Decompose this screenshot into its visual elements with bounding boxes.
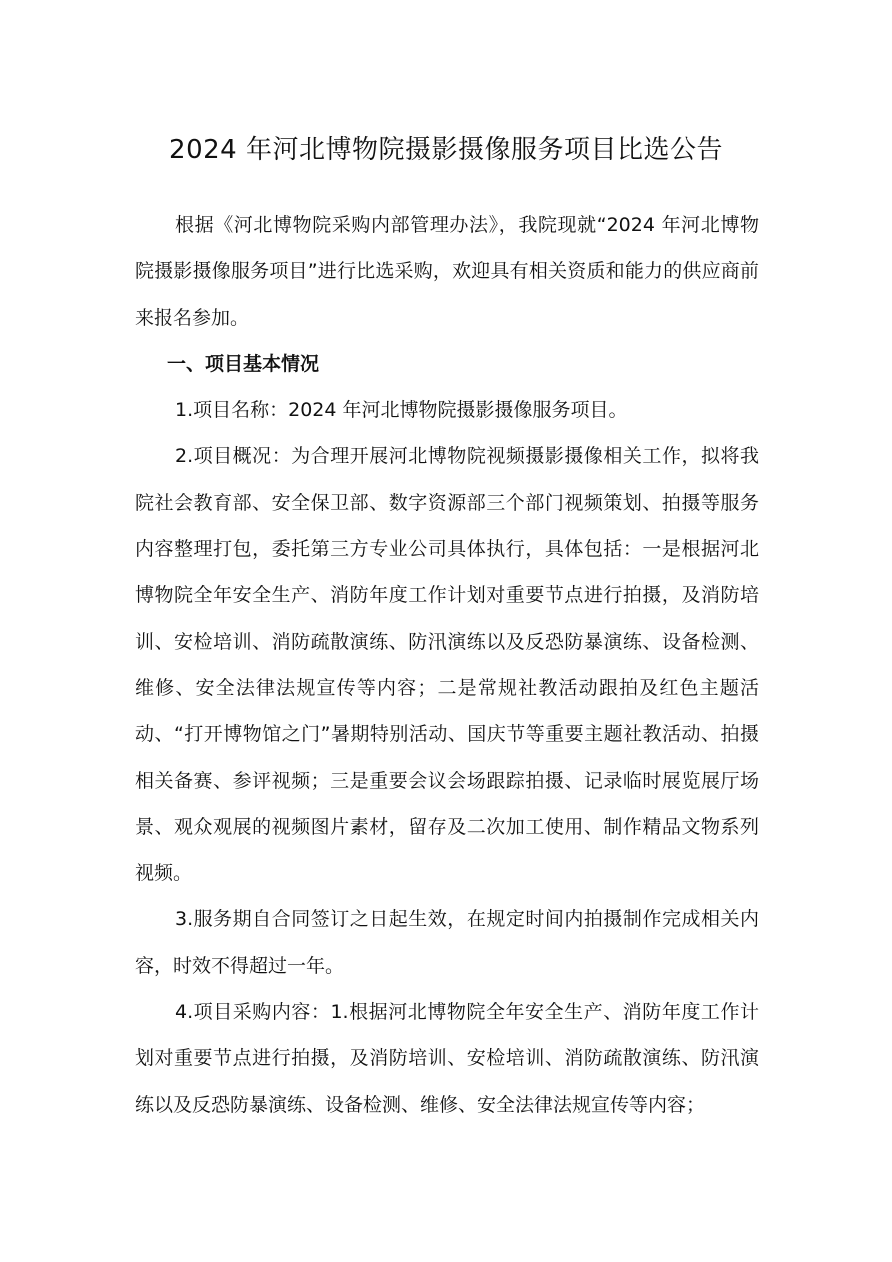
intro-paragraph: 根据《河北博物院采购内部管理办法》，我院现就“2024 年河北博物院摄影摄像服务项目”进行比选采购，欢迎具有相关资质和能力的供应商前来报名参加。	[135, 214, 759, 329]
item-project-overview: 2.项目概况：为合理开展河北博物院视频摄影摄像相关工作，拟将我院社会教育部、安全保卫部、数字资源部三个部门视频策划、拍摄等服务内容整理打包，委托第三方专业公司具体执行，具体包括：一是根据河北博物院全年安全生产、消防年度工作计划对重要节点进行拍摄，及消防培训、安检培训、消防疏散演练、防汛演练以及反恐防暴演练、设备检测、维修、安全法律法规宣传等内容；二是常规社教活动跟拍及红色主题活动、“打开博物馆之门”暑期特别活动、国庆节等重要主题社教活动、拍摄相关备赛、参评视频；三是重要会议会场跟踪拍摄、记录临时展览展厅场景、观众观展的视频图片素材，留存及二次加工使用、制作精品文物系列视频。	[135, 445, 759, 885]
item-service-period: 3.服务期自合同签订之日起生效，在规定时间内拍摄制作完成相关内容，时效不得超过一年。	[135, 908, 759, 977]
section-heading-basic-info: 一、项目基本情况	[167, 352, 320, 375]
document-title: 2024 年河北博物院摄影摄像服务项目比选公告	[169, 135, 723, 166]
item-procurement-content: 4.项目采购内容：1.根据河北博物院全年安全生产、消防年度工作计划对重要节点进行拍摄，及消防培训、安检培训、消防疏散演练、防汛演练以及反恐防暴演练、设备检测、维修、安全法律法规宣传等内容；	[135, 1001, 759, 1116]
item-project-name: 1.项目名称：2024 年河北博物院摄影摄像服务项目。	[175, 399, 628, 422]
document-body	[135, 202, 759, 1128]
